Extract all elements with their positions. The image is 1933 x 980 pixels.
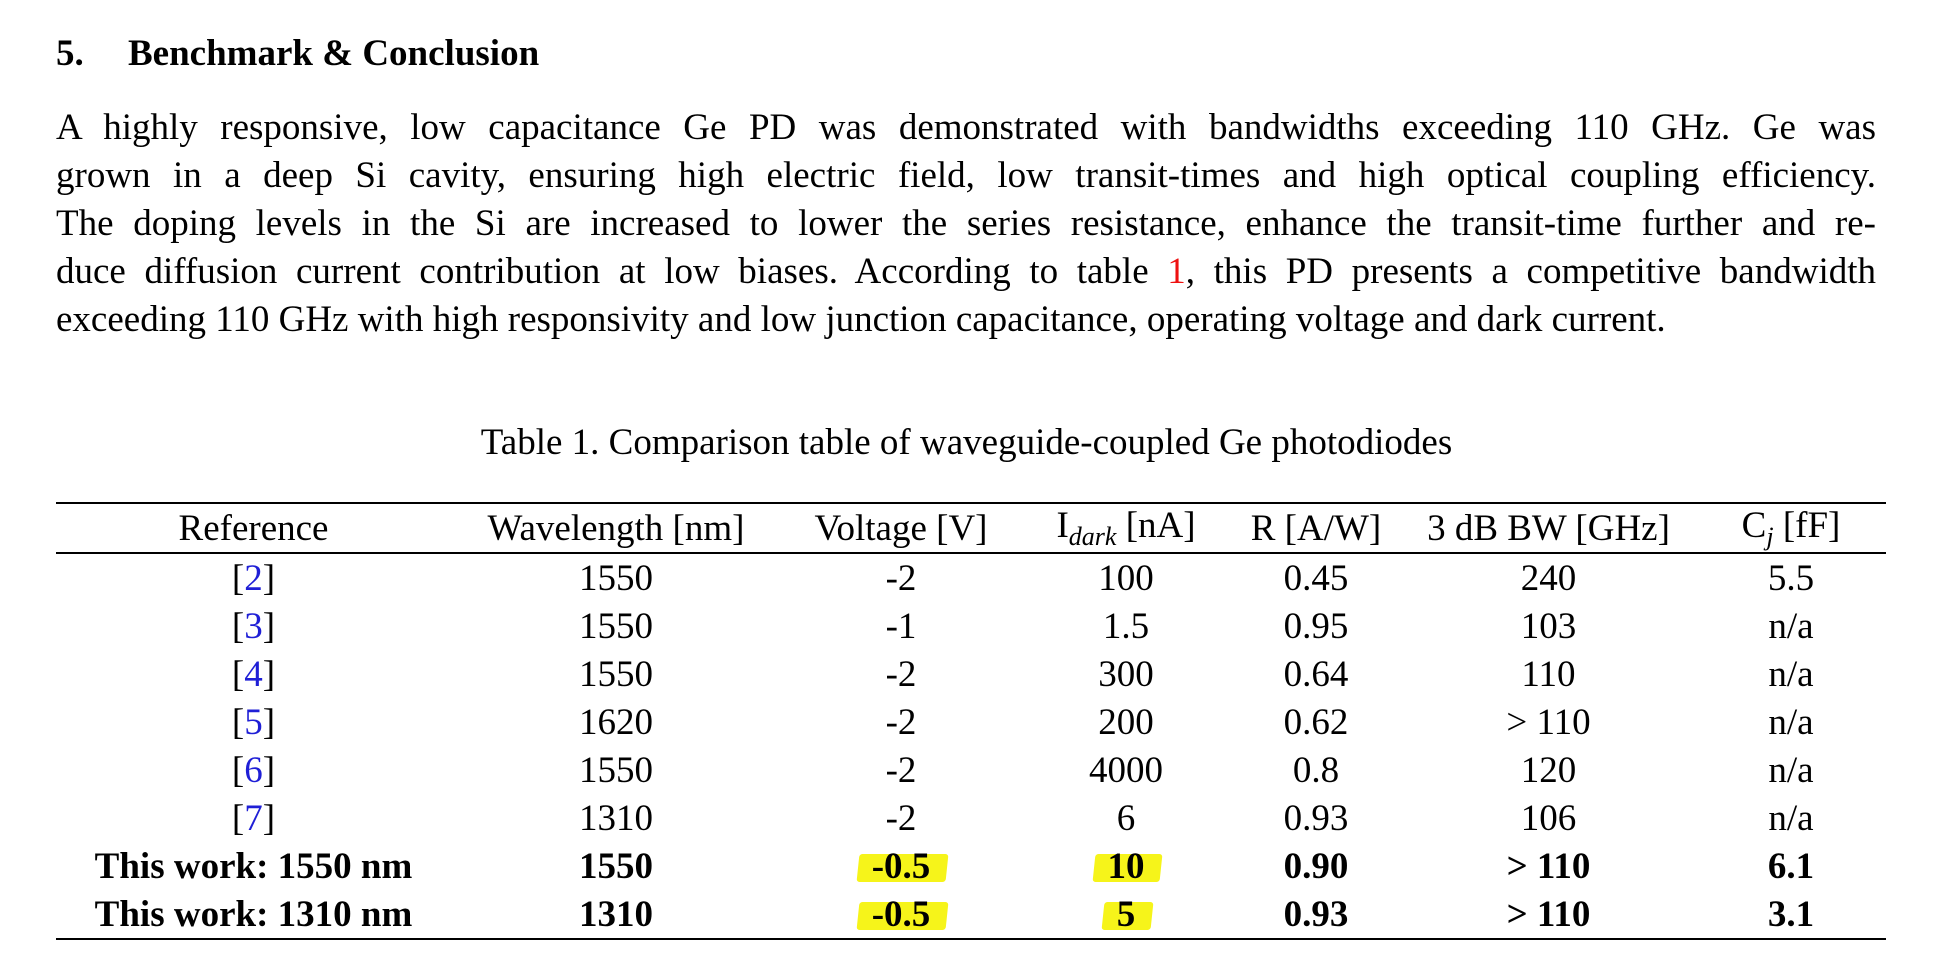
highlight-mark: 10	[1107, 845, 1145, 887]
cell-bandwidth: 120	[1520, 749, 1577, 791]
cell-reference: [7]	[231, 797, 276, 839]
comparison-table	[56, 502, 1886, 940]
cell-cj: n/a	[1768, 653, 1814, 695]
cell-cj: 3.1	[1696, 890, 1886, 939]
header-bandwidth: 3 dB BW [GHz]	[1401, 503, 1696, 553]
cell-bandwidth: > 110	[1506, 701, 1591, 743]
header-voltage: Voltage [V]	[781, 503, 1021, 553]
cell-voltage	[781, 842, 1021, 890]
cell-reference: [6]	[231, 749, 276, 791]
cell-idark: 1.5	[1102, 605, 1150, 647]
table-caption: Table 1. Comparison table of waveguide-coupled Ge photodiodes	[480, 422, 1453, 463]
conclusion-paragraph	[56, 104, 1876, 344]
cell-reference: This work: 1550 nm	[94, 845, 413, 887]
section-title: Benchmark & Conclusion	[128, 33, 540, 74]
cell-reference: [2]	[231, 557, 276, 599]
cell-cj: n/a	[1768, 605, 1814, 647]
cell-voltage: -2	[885, 701, 917, 743]
section-number: 5.	[56, 33, 84, 74]
cell-wavelength: 1310	[579, 797, 653, 839]
citation-link[interactable]: 3	[244, 605, 263, 647]
cell-idark	[1021, 890, 1231, 939]
cell-idark: 4000	[1089, 749, 1163, 791]
table-header-row	[56, 503, 1886, 553]
cell-voltage: -2	[885, 749, 917, 791]
cell-responsivity: 0.8	[1292, 749, 1340, 791]
table-row	[56, 650, 1886, 698]
header-idark: $I_{dark}$ [nA]	[1021, 503, 1231, 553]
paragraph-line	[56, 248, 1876, 296]
cell-responsivity: 0.93	[1231, 890, 1401, 939]
cell-wavelength: 1620	[579, 701, 653, 743]
citation-link[interactable]: 6	[244, 749, 263, 791]
cell-cj: n/a	[1768, 701, 1814, 743]
cell-idark: 200	[1098, 701, 1154, 743]
cell-voltage: -1	[885, 605, 917, 647]
table-row	[56, 698, 1886, 746]
cell-bandwidth: 103	[1520, 605, 1577, 647]
highlight-mark: 5	[1116, 893, 1136, 935]
paragraph-line: grown in a deep Si cavity, ensuring high electric field, low transit-times and high optical coupling efficiency.	[56, 155, 1876, 196]
section-heading	[56, 32, 539, 75]
citation-link[interactable]: 4	[244, 653, 263, 695]
citation-link[interactable]: 2	[244, 557, 263, 599]
table-row-this-work	[56, 890, 1886, 939]
header-reference: Reference	[56, 503, 451, 553]
table-row	[56, 553, 1886, 602]
cell-reference: This work: 1310 nm	[56, 890, 451, 939]
citation-link[interactable]: 7	[244, 797, 263, 839]
cell-reference: [4]	[231, 653, 276, 695]
cell-bandwidth: 110	[1521, 653, 1576, 695]
cell-bandwidth: 240	[1520, 557, 1577, 599]
table-reference-link[interactable]: 1	[1167, 251, 1186, 292]
cell-responsivity: 0.64	[1283, 653, 1349, 695]
cell-idark: 300	[1098, 653, 1154, 695]
cell-bandwidth: > 110	[1506, 845, 1591, 887]
table-row	[56, 794, 1886, 842]
cell-reference: [5]	[231, 701, 276, 743]
highlight-mark: -0.5	[871, 845, 931, 887]
cell-responsivity: 0.45	[1283, 557, 1349, 599]
citation-link[interactable]: 5	[244, 701, 263, 743]
cell-reference: [3]	[231, 605, 276, 647]
cell-voltage: -2	[885, 797, 917, 839]
cell-cj: n/a	[1768, 749, 1814, 791]
cell-idark: 6	[1116, 797, 1136, 839]
table-row	[56, 746, 1886, 794]
cell-wavelength: 1550	[579, 845, 653, 887]
paragraph-text: , this PD presents a competitive bandwidth	[1185, 251, 1877, 292]
table-row-this-work	[56, 842, 1886, 890]
paragraph-line: exceeding 110 GHz with high responsivity and low junction capacitance, operating voltage and dark current.	[56, 299, 1666, 340]
header-wavelength: Wavelength [nm]	[451, 503, 781, 553]
cell-voltage: -2	[885, 557, 917, 599]
cell-idark	[1021, 842, 1231, 890]
paragraph-line: The doping levels in the Si are increased to lower the series resistance, enhance the transit-time further and re-	[56, 203, 1876, 244]
cell-bandwidth: 106	[1520, 797, 1577, 839]
table-row	[56, 602, 1886, 650]
paragraph-text: duce diffusion current contribution at low biases. According to table	[56, 251, 1168, 292]
cell-wavelength: 1550	[579, 749, 653, 791]
cell-responsivity: 0.95	[1283, 605, 1349, 647]
cell-cj: 5.5	[1767, 557, 1815, 599]
cell-wavelength: 1310	[451, 890, 781, 939]
cell-responsivity: 0.90	[1283, 845, 1349, 887]
highlight-mark: -0.5	[871, 893, 931, 935]
cell-voltage: -2	[885, 653, 917, 695]
cell-wavelength: 1550	[579, 557, 653, 599]
header-responsivity: R [A/W]	[1231, 503, 1401, 553]
cell-wavelength: 1550	[579, 653, 653, 695]
paragraph-line: A highly responsive, low capacitance Ge PD was demonstrated with bandwidths exceeding 110 GHz. Ge was	[56, 107, 1876, 148]
cell-cj: 6.1	[1767, 845, 1815, 887]
cell-cj: n/a	[1768, 797, 1814, 839]
cell-responsivity: 0.62	[1283, 701, 1349, 743]
cell-voltage	[781, 890, 1021, 939]
cell-wavelength: 1550	[579, 605, 653, 647]
cell-idark: 100	[1098, 557, 1154, 599]
header-cj: $C_j$ [fF]	[1696, 503, 1886, 553]
cell-bandwidth: > 110	[1401, 890, 1696, 939]
cell-responsivity: 0.93	[1283, 797, 1349, 839]
